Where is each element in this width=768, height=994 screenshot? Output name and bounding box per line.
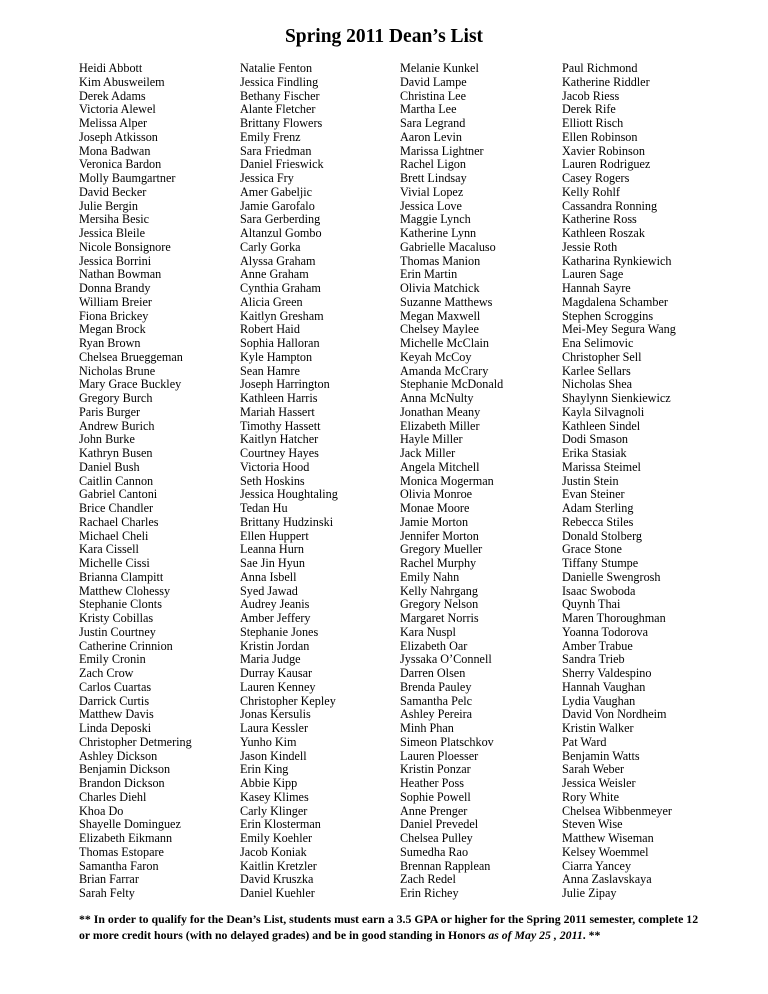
student-name: Emily Cronin [79, 652, 146, 667]
student-name: Kristin Walker [562, 721, 634, 735]
student-name: Zach Crow [79, 666, 134, 680]
student-name: Kelly Nahrgang [400, 583, 478, 598]
student-name: Courtney Hayes [240, 446, 319, 460]
student-name: Karlee Sellars [562, 363, 631, 378]
student-name: Kaitlyn Gresham [240, 308, 324, 323]
student-name: Megan Brock [79, 322, 146, 337]
student-name: Catherine Crinnion [79, 638, 173, 653]
student-name: Anna McNulty [400, 391, 474, 405]
student-name: Emily Frenz [240, 129, 301, 144]
student-name: Jessica Love [400, 198, 462, 213]
student-name: Ashley Pereira [400, 707, 473, 722]
student-name: Darrick Curtis [79, 693, 150, 708]
student-name: Rebecca Stiles [562, 514, 634, 529]
student-name: Katherine Ross [562, 212, 637, 227]
student-name: Kristy Cobillas [79, 611, 154, 625]
student-name: Katherine Lynn [400, 226, 477, 240]
student-name: Kathleen Sindel [562, 418, 641, 433]
student-name: Mariah Hassert [240, 404, 315, 419]
student-name: Sumedha Rao [400, 844, 469, 859]
student-name: Carlos Cuartas [79, 679, 152, 694]
student-name: Kristin Jordan [240, 638, 310, 653]
student-name: Abbie Kipp [240, 776, 298, 790]
student-name: Kathryn Busen [79, 446, 153, 460]
student-name: Amanda McCrary [400, 363, 489, 378]
student-name: Emily Koehler [240, 831, 313, 845]
student-name: Linda Deposki [79, 721, 152, 735]
student-name: Margaret Norris [400, 611, 479, 625]
student-name: Yoanna Todorova [562, 624, 649, 639]
student-name: William Breier [79, 294, 152, 309]
student-name: Joseph Atkisson [79, 129, 158, 144]
student-name: Timothy Hassett [240, 418, 321, 433]
student-name: Elizabeth Oar [400, 638, 468, 653]
student-name: Kara Cissell [79, 542, 139, 557]
student-name: Heidi Abbott [79, 61, 143, 75]
student-name: Victoria Alewel [79, 102, 156, 117]
student-name: Gabrielle Macaluso [400, 239, 496, 254]
student-name: Jessica Weisler [562, 776, 636, 790]
student-name: Kara Nuspl [400, 624, 456, 639]
student-name: Stephanie Jones [240, 624, 319, 639]
student-name: Jessica Findling [240, 74, 319, 89]
student-name: Pat Ward [562, 734, 607, 749]
footnote-text: ** In order to qualify for the Dean’s List, students must earn a 3.5 GPA or higher for the Spring 2011 semester, complete 12 or more credit hours (with no delayed grades) and be in good standing in Honors [79, 912, 699, 942]
student-name: Molly Baumgartner [79, 171, 176, 185]
name-column-3 [400, 62, 503, 901]
student-name: Matthew Davis [79, 707, 154, 722]
student-name: Nicholas Shea [562, 377, 633, 392]
student-name: Amber Trabue [562, 638, 633, 653]
student-name: Kim Abusweilem [79, 74, 165, 89]
student-name: Christina Lee [400, 88, 466, 103]
student-name: Michelle McClain [400, 336, 490, 350]
student-name: Khoa Do [79, 803, 124, 818]
student-name: Syed Jawad [240, 583, 298, 598]
student-name: Hannah Vaughan [562, 679, 646, 694]
student-name: David Lampe [400, 74, 467, 89]
student-name: Nicole Bonsignore [79, 239, 171, 254]
student-name: Kathleen Roszak [562, 226, 645, 240]
student-name: Sara Friedman [240, 143, 312, 158]
student-name: David Von Nordheim [562, 707, 667, 722]
student-name: Carly Gorka [240, 239, 301, 254]
student-name: Leanna Hurn [240, 542, 304, 557]
student-name: Lauren Sage [562, 267, 624, 282]
footnote-date: as of May 25 , 2011 [488, 927, 583, 942]
student-name: Ellen Robinson [562, 129, 638, 144]
student-name: Olivia Monroe [400, 487, 473, 502]
student-name: Yunho Kim [240, 734, 297, 749]
student-name: Julie Zipay [562, 886, 617, 900]
student-name: Brianna Clampitt [79, 569, 164, 584]
student-name: Jonathan Meany [400, 404, 481, 419]
student-name: Daniel Bush [79, 459, 140, 474]
student-name: Lauren Rodriguez [562, 157, 651, 172]
student-name: Lauren Kenney [240, 679, 316, 694]
student-name: David Becker [79, 184, 147, 199]
student-name: Chelsea Pulley [400, 831, 473, 845]
student-name: Sophia Halloran [240, 336, 320, 350]
student-name: Ashley Dickson [79, 748, 158, 763]
student-name: Daniel Prevedel [400, 817, 479, 832]
student-name: Gregory Burch [79, 391, 153, 405]
student-name: Altanzul Gombo [240, 226, 322, 240]
student-name: Heather Poss [400, 776, 464, 790]
student-name: Kayla Silvagnoli [562, 404, 645, 419]
student-name: Jack Miller [400, 446, 456, 460]
student-name: Jessica Borrini [79, 253, 152, 268]
student-name: Alante Fletcher [240, 102, 316, 117]
student-name: Brian Farrar [79, 872, 139, 887]
student-name: Robert Haid [240, 322, 300, 337]
student-name: Benjamin Dickson [79, 762, 171, 777]
student-name: Audrey Jeanis [240, 597, 310, 612]
student-name: Melanie Kunkel [400, 61, 479, 75]
student-name: Erin Martin [400, 267, 458, 282]
student-name: Tedan Hu [240, 501, 288, 515]
student-name: Christopher Sell [562, 349, 642, 364]
student-name: Donna Brandy [79, 281, 151, 295]
student-name: Hayle Miller [400, 432, 463, 447]
student-name: Keyah McCoy [400, 349, 472, 364]
student-name: Elizabeth Miller [400, 418, 480, 433]
student-name: Daniel Frieswick [240, 157, 324, 172]
student-name: Cassandra Ronning [562, 198, 658, 213]
student-name: Lydia Vaughan [562, 693, 636, 708]
student-name: Jamie Morton [400, 514, 469, 529]
student-name: Sara Gerberding [240, 212, 321, 227]
student-name: Ryan Brown [79, 336, 141, 350]
student-name: Benjamin Watts [562, 748, 640, 763]
student-name: Stephanie McDonald [400, 377, 504, 392]
name-column-2 [240, 62, 338, 901]
student-name: Simeon Platschkov [400, 734, 494, 749]
student-name: Kristin Ponzar [400, 762, 471, 777]
student-name: Alicia Green [240, 294, 303, 309]
student-name: Fiona Brickey [79, 308, 149, 323]
student-name: Christopher Kepley [240, 693, 336, 708]
student-name: Sarah Weber [562, 762, 625, 777]
student-name: Sean Hamre [240, 363, 300, 378]
name-column-4 [562, 62, 676, 901]
name-column-1 [79, 62, 192, 901]
student-name: Rachel Ligon [400, 157, 466, 172]
student-name: Brenda Pauley [400, 679, 472, 694]
student-name: Minh Phan [400, 721, 454, 735]
student-name: Anna Isbell [240, 569, 297, 584]
student-name: Isaac Swoboda [562, 583, 636, 598]
student-name: Donald Stolberg [562, 528, 643, 543]
student-name: Andrew Burich [79, 418, 155, 433]
student-name: Gabriel Cantoni [79, 487, 158, 502]
student-name: Megan Maxwell [400, 308, 481, 323]
student-name: Brennan Rapplean [400, 858, 491, 873]
student-name: Amer Gabeljic [240, 184, 313, 199]
student-name: Paul Richmond [562, 61, 638, 75]
student-name: Dodi Smason [562, 432, 629, 447]
student-name: Grace Stone [562, 542, 622, 557]
student-name: Danielle Swengrosh [562, 569, 661, 584]
student-name: John Burke [79, 432, 135, 447]
student-name: Victoria Hood [240, 459, 310, 474]
student-name: Hannah Sayre [562, 281, 631, 295]
student-name: Derek Rife [562, 102, 616, 117]
page-title: Spring 2011 Dean’s List [284, 26, 484, 47]
student-name: Sherry Valdespino [562, 666, 652, 680]
student-name: Nathan Bowman [79, 267, 162, 282]
student-name: Steven Wise [562, 817, 623, 832]
student-name: David Kruszka [240, 872, 314, 887]
student-name: Stephanie Clonts [79, 597, 162, 612]
student-name: Nicholas Brune [79, 363, 156, 378]
student-name: Elliott Risch [562, 116, 624, 130]
student-name: Sandra Trieb [562, 652, 625, 667]
student-name: Brice Chandler [79, 501, 154, 515]
student-name: Daniel Kuehler [240, 886, 315, 900]
student-name: Quynh Thai [562, 597, 621, 612]
student-name: Elizabeth Eikmann [79, 831, 173, 845]
student-name: Michelle Cissi [79, 556, 150, 570]
student-name: Amber Jeffery [240, 611, 311, 625]
student-name: Ellen Huppert [240, 528, 309, 543]
student-name: Kasey Klimes [240, 789, 309, 804]
student-name: Mona Badwan [79, 143, 151, 158]
student-name: Charles Diehl [79, 789, 147, 804]
eligibility-footnote [79, 912, 699, 943]
student-name: Jason Kindell [240, 748, 307, 763]
student-name: Jyssaka O’Connell [400, 652, 492, 667]
student-name: Justin Stein [562, 473, 619, 488]
student-name: Samantha Pelc [400, 693, 473, 708]
student-name: Vivial Lopez [400, 184, 464, 199]
student-name: Seth Hoskins [240, 473, 305, 488]
student-name: Matthew Clohessy [79, 583, 171, 598]
student-name: Monae Moore [400, 501, 470, 515]
student-name: Casey Rogers [562, 171, 630, 185]
student-name: Brandon Dickson [79, 776, 165, 790]
student-name: Durray Kausar [240, 666, 313, 680]
student-name: Maggie Lynch [400, 212, 471, 227]
student-name: Sara Legrand [400, 116, 466, 130]
student-name: Alyssa Graham [240, 253, 316, 268]
student-name: Kaitlyn Hatcher [240, 432, 319, 447]
student-name: Zach Redel [400, 872, 456, 887]
student-name: Cynthia Graham [240, 281, 321, 295]
student-name: Jennifer Morton [400, 528, 479, 543]
student-name: Mersiha Besic [79, 212, 150, 227]
student-name: Kelsey Woemmel [562, 844, 649, 859]
student-name: Brittany Flowers [240, 116, 323, 130]
student-name: Jessica Bleile [79, 226, 145, 240]
student-name: Stephen Scroggins [562, 308, 654, 323]
student-name: Samantha Faron [79, 858, 159, 873]
student-name: Chelsea Wibbenmeyer [562, 803, 672, 818]
student-name: Matthew Wiseman [562, 831, 654, 845]
footnote-end: . ** [582, 927, 601, 942]
student-name: Rory White [562, 789, 619, 804]
student-name: Justin Courtney [79, 624, 156, 639]
student-name: Erin Klosterman [240, 817, 321, 832]
student-name: Katherine Riddler [562, 74, 650, 89]
student-name: Evan Steiner [562, 487, 625, 502]
student-name: Joseph Harrington [240, 377, 330, 392]
student-name: Shaylynn Sienkiewicz [562, 391, 671, 405]
student-name: Kathleen Harris [240, 391, 318, 405]
student-name: Brittany Hudzinski [240, 514, 334, 529]
student-name: Maren Thoroughman [562, 611, 666, 625]
student-name: Suzanne Matthews [400, 294, 493, 309]
student-name: Lauren Ploesser [400, 748, 479, 763]
student-name: Jessica Houghtaling [240, 487, 338, 502]
student-name: Gregory Nelson [400, 597, 479, 612]
student-name: Rachel Murphy [400, 556, 477, 570]
student-name: Carly Klinger [240, 803, 308, 818]
student-name: Chelsea Brueggeman [79, 349, 183, 364]
student-name: Martha Lee [400, 102, 457, 117]
student-name: Magdalena Schamber [562, 294, 668, 309]
student-name: Olivia Matchick [400, 281, 480, 295]
student-name: Jessie Roth [562, 239, 618, 254]
student-name: Caitlin Cannon [79, 473, 154, 488]
student-name: Gregory Mueller [400, 542, 483, 557]
student-name: Erin Richey [400, 886, 459, 900]
student-name: Monica Mogerman [400, 473, 494, 488]
student-name: Anne Prenger [400, 803, 468, 818]
student-name: Jacob Koniak [240, 844, 307, 859]
student-name: Jacob Riess [562, 88, 620, 103]
student-name: Chelsey Maylee [400, 322, 479, 337]
student-name: Rachael Charles [79, 514, 159, 529]
deans-list-columns [0, 62, 768, 912]
student-name: Anna Zaslavskaya [562, 872, 652, 887]
student-name: Anne Graham [240, 267, 309, 282]
student-name: Melissa Alper [79, 116, 148, 130]
student-name: Paris Burger [79, 404, 141, 419]
student-name: Erika Stasiak [562, 446, 627, 460]
student-name: Veronica Bardon [79, 157, 162, 172]
student-name: Sae Jin Hyun [240, 556, 305, 570]
student-name: Aaron Levin [400, 129, 462, 144]
student-name: Jonas Kersulis [240, 707, 311, 722]
student-name: Marissa Lightner [400, 143, 484, 158]
student-name: Thomas Manion [400, 253, 481, 268]
student-name: Katharina Rynkiewich [562, 253, 672, 268]
student-name: Laura Kessler [240, 721, 309, 735]
student-name: Mary Grace Buckley [79, 377, 182, 392]
student-name: Emily Nahn [400, 569, 460, 584]
student-name: Michael Cheli [79, 528, 149, 543]
student-name: Kelly Rohlf [562, 184, 620, 199]
student-name: Sophie Powell [400, 789, 471, 804]
student-name: Marissa Steimel [562, 459, 641, 474]
student-name: Thomas Estopare [79, 844, 164, 859]
student-name: Erin King [240, 762, 289, 777]
student-name: Darren Olsen [400, 666, 466, 680]
student-name: Christopher Detmering [79, 734, 192, 749]
student-name: Maria Judge [240, 652, 301, 667]
student-name: Jamie Garofalo [240, 198, 315, 213]
student-name: Julie Bergin [79, 198, 139, 213]
student-name: Xavier Robinson [562, 143, 645, 158]
student-name: Tiffany Stumpe [562, 556, 639, 570]
student-name: Natalie Fenton [240, 61, 313, 75]
student-name: Brett Lindsay [400, 171, 467, 185]
student-name: Adam Sterling [562, 501, 634, 515]
student-name: Bethany Fischer [240, 88, 320, 103]
student-name: Ena Selimovic [562, 336, 634, 350]
student-name: Shayelle Dominguez [79, 817, 181, 832]
student-name: Kaitlin Kretzler [240, 858, 317, 873]
student-name: Kyle Hampton [240, 349, 313, 364]
student-name: Ciarra Yancey [562, 858, 632, 873]
student-name: Mei-Mey Segura Wang [562, 322, 676, 337]
student-name: Derek Adams [79, 88, 146, 103]
student-name: Jessica Fry [240, 171, 294, 185]
student-name: Angela Mitchell [400, 459, 480, 474]
student-name: Sarah Felty [79, 886, 135, 900]
